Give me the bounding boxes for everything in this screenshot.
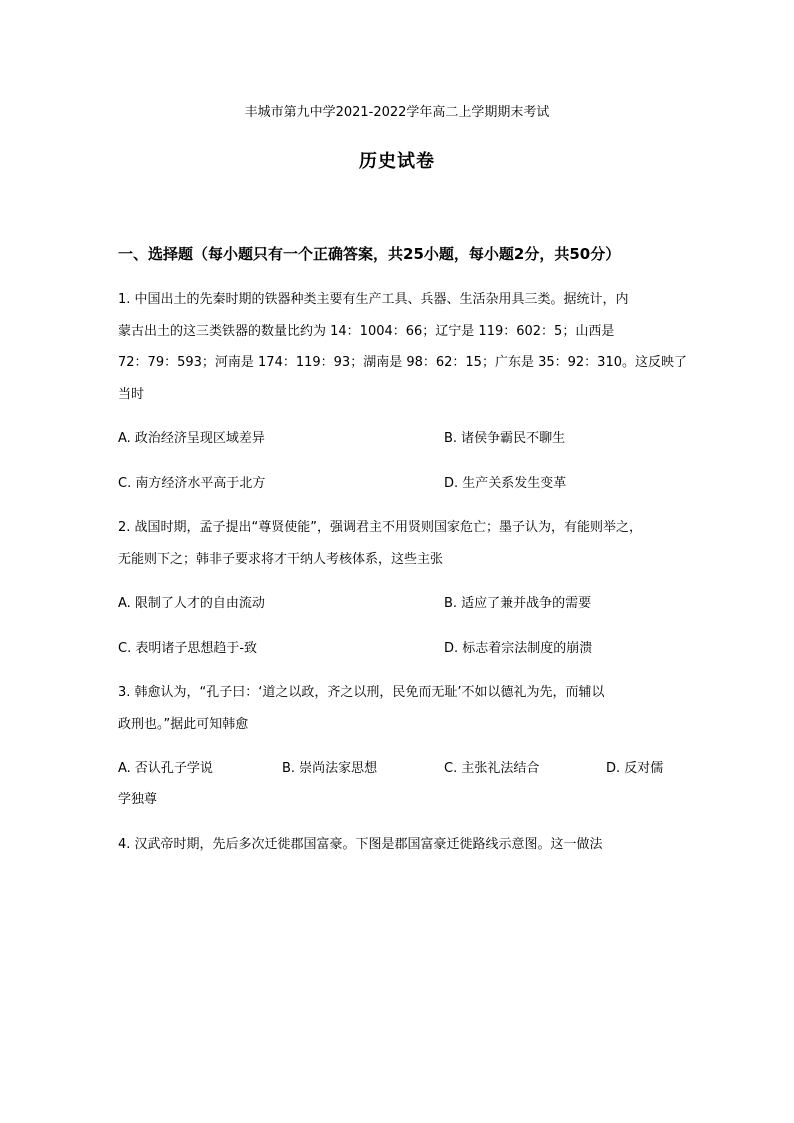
question-2-line-2: 无能则下之；韩非子要求将才干纳人考核体系，这些主张: [118, 552, 444, 567]
question-3-option-d-wrap: 学独尊: [118, 792, 158, 807]
question-1-line-3: 72：79：593；河南是 174：119：93；湖南是 98：62：15；广东是 35：92：310。这反映了: [118, 355, 687, 370]
question-1-line-2: 蒙古出土的这三类铁器的数量比约为 14：1004：66；辽宁是 119：602：5；山西是: [118, 324, 615, 339]
question-3-option-d: D. 反对儒: [606, 761, 664, 776]
question-1-option-d: D. 生产关系发生变革: [444, 476, 567, 491]
question-3-line-1: 3. 韩愈认为，“孔子曰：‘道之以政，齐之以刑，民免而无耻’不如以德礼为先，而辅以: [118, 685, 605, 700]
question-1-option-b: B. 诸侯争霸民不聊生: [444, 431, 566, 446]
question-2-line-1: 2. 战国时期，孟子提出“尊贤使能”，强调君主不用贤则国家危亡；墨子认为，有能则举之，: [118, 520, 643, 535]
question-2-option-c: C. 表明诸子思想趋于-致: [118, 641, 258, 656]
question-2-option-d: D. 标志着宗法制度的崩溃: [444, 641, 593, 656]
section-heading: 一、选择题（每小题只有一个正确答案，共25小题，每小题2分，共50分）: [118, 245, 621, 263]
question-3-line-2: 政刑也。”据此可知韩愈: [118, 717, 249, 732]
subject-title: 历史试卷: [359, 151, 435, 172]
question-3-option-a: A. 否认孔子学说: [118, 761, 213, 776]
question-3-option-b: B. 崇尚法家思想: [282, 761, 378, 776]
question-4-line-1: 4. 汉武帝时期，先后多次迁徙郡国富豪。下图是郡国富豪迁徙路线示意图。这一做法: [118, 837, 603, 852]
question-1-line-4: 当时: [118, 387, 145, 402]
question-1-option-a: A. 政治经济呈现区域差异: [118, 431, 265, 446]
question-1-line-1: 1. 中国出土的先秦时期的铁器种类主要有生产工具、兵器、生活杂用具三类。据统计，内: [118, 292, 629, 307]
school-exam-line: 丰城市第九中学2021-2022学年高二上学期期末考试: [244, 105, 550, 120]
question-2-option-a: A. 限制了人才的自由流动: [118, 596, 265, 611]
question-2-option-b: B. 适应了兼并战争的需要: [444, 596, 592, 611]
question-1-option-c: C. 南方经济水平高于北方: [118, 476, 266, 491]
question-3-option-c: C. 主张礼法结合: [444, 761, 540, 776]
